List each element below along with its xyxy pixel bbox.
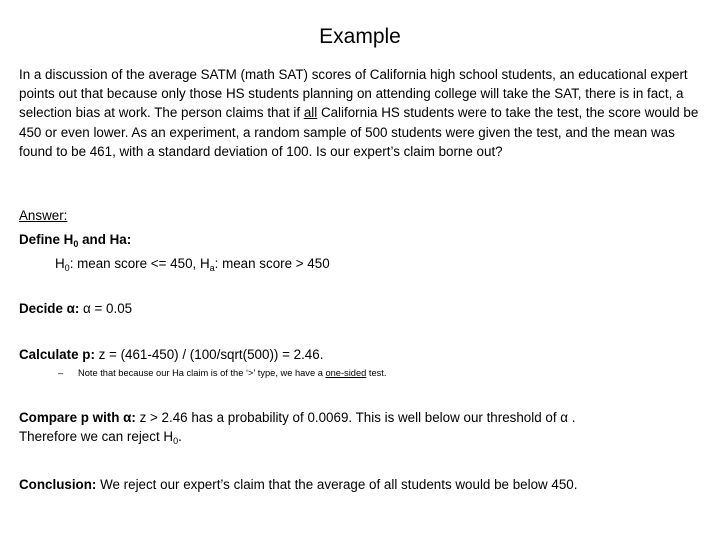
- decide-label: Decide α:: [19, 301, 80, 316]
- compare-line: Compare p with α: z > 2.46 has a probability of 0.0069. This is well below our threshold of α . Therefore we can reject $H_0$.: [19, 410, 576, 447]
- answer-label: Answer:: [19, 208, 68, 223]
- conclusion-value: We reject our expert’s claim that the average of all students would be below 450.: [96, 477, 578, 492]
- decide-alpha-line: [19, 299, 709, 318]
- define-heading: Define $H_0$ and Ha:: [19, 232, 132, 249]
- calculate-label: Calculate p:: [19, 347, 95, 362]
- compare-value: z > 2.46 has a probability of 0.0069. This is well below our threshold of α .: [135, 410, 576, 425]
- slide-title: Example: [319, 25, 401, 48]
- decide-value: α = 0.05: [79, 301, 133, 316]
- conclusion-line: [19, 475, 709, 494]
- calculate-value: z = (461-450) / (100/sqrt(500)) = 2.46.: [94, 347, 324, 362]
- compare-label: Compare p with α:: [19, 410, 136, 425]
- answer-heading: [19, 206, 709, 225]
- hypotheses-line: $H_0$: mean score <= 450, $H_a$: mean score > 450: [55, 256, 330, 273]
- calculate-p-line: [19, 345, 709, 364]
- note-dash: –: [58, 368, 64, 378]
- problem-statement: [19, 65, 709, 161]
- problem-text-rest: California HS students were to take the test, the score would be 450 or even lower. As an experiment, a random sample of 500 students were given the test, and the mean was found to be 461, with a standard deviation of 100. Is our expert’s claim borne out?: [19, 105, 699, 159]
- note-text: Note that because our Ha claim is of the ‘>’ type, we have a one-sided test.: [78, 368, 387, 378]
- problem-emphasis-all: all: [303, 105, 318, 121]
- problem-text: In a discussion of the average SATM (math SAT) scores of California high school students, an educational expert points out that because only those HS students planning on attending college will take the SAT, there is in fact, a selection bias at work. The person claims that if: [19, 67, 688, 121]
- conclusion-label: Conclusion:: [19, 477, 97, 492]
